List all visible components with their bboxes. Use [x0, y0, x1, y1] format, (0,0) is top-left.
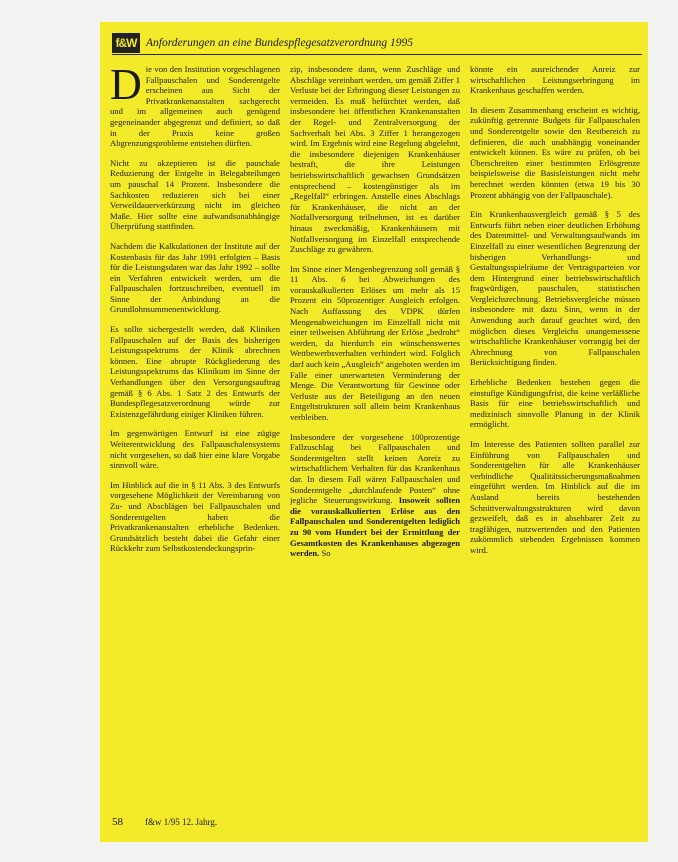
column-3	[470, 64, 640, 802]
paragraph: Ein Krankenhausvergleich gemäß § 5 des Entwurfs führt neben einer deutlichen Erhöhung des Datenmittel- und Verwaltungsaufwands im Einzelfall zu einer wesentlichen Begrenzung der bisherigen Verhandlungs- und Gestaltungsspielräume der Vertragsparteien vor dem Hintergrund einer betriebswirtschaftlich fragwürdigen, pauschalen, statistischen Vergleichsrechnung. Betriebsvergleiche müssen insbesondere mit dazu Sinn, wenn in der Anwendung auch darauf geachtet wird, den möglichen dieses Vergleichs unangemessene wirtschaftliche Krankenhäuser vorrangig bei der Abrechnung von Fallpauschalen Berücksichtigung finden.	[470, 209, 640, 368]
drop-cap: D	[110, 64, 142, 109]
journal-issue: f&w 1/95 12. Jahrg.	[145, 817, 218, 827]
page-footer	[112, 816, 217, 828]
paragraph: Im Sinne einer Mengenbegrenzung soll gemäß § 11 Abs. 6 bei Abweichungen des vorauskalkulierten Erlöses um mehr als 15 Prozent ein 50prozentiger Ausgleich erfolgen. Nach Auffassung des VDPK dürfen Mengenabweichungen im Einzelfall nicht mit einer teilweisen Abführung der Erlöse „bedroht“ werden, da hierdurch ein wünschenswertes Wettbewerbsverhalten verhindert wird. Folglich darf auch kein „Ausgleich“ angeboten werden im Falle einer unerwarteten Verminderung der Menge. Die Verantwortung für Gewinne oder Verluste aus der Beteiligung an den neuen Entgeltstrukturen soll allein beim Krankenhaus verbleiben.	[290, 263, 460, 422]
paragraph: zip, insbesondere dann, wenn Zuschläge und Abschläge vereinbart werden, um gemäß Ziffer 1 Verluste bei der Erbringung dieser Leistungen zu vermeiden. Es muß befürchtet werden, daß insbesondere bei öffentlichen Krankenanstalten der Regel- und Zentralversorgung der Sachverhalt bei Abs. 3 Ziffer 1 herangezogen wird. Im Ergebnis wird eine Regelung abgelehnt, die insbesondere diejenigen Krankenhäuser bestraft, die ihre Leistungen betriebswirtschaftlich gewachsen Grundsätzen entsprechend – kostengünstiger als im „Regelfall“ erbringen. Anstelle eines Abschlags für Krankenhäuser, die nicht an der Notfallversorgung teilnehmen, ist es darüber hinaus zweckmäßig, Krankenhäusern mit Notfallversorgung im Einzelfall entsprechende Zuschläge zu gewähren.	[290, 64, 460, 255]
paragraph: könnte ein ausreichender Anreiz zur wirtschaftlichen Leistungserbringung im Krankenhaus geschaffen werden.	[470, 64, 640, 96]
column-1	[110, 64, 280, 802]
paragraph: Erhebliche Bedenken bestehen gegen die einstufige Kündigungsfrist, die keine verläßliche Basis für eine betriebswirtschaftlich und medizinisch sinnvolle Planung in der Klinik ermöglicht.	[470, 377, 640, 430]
document-page	[100, 22, 648, 842]
paragraph: Im Interesse des Patienten sollten parallel zur Einführung von Fallpauschalen und Sonderentgelten für alle Krankenhäuser verbindliche Qualitätssicherungsmaßnahmen eingeführt werden. Im Hinblick auf die im Ausland bereits bestehenden Schnittverwaltungsstrukturen wird davon gezweifelt, daß es in absehbarer Zeit zu tragfähigen, nutzwertenden und den Patienten zukömmlich stehenden Ergebnissen kommen wird.	[470, 439, 640, 555]
bold-statement: Insoweit sollten die vorauskalkulierten Erlöse aus den Fallpauschalen und Sonderentgelten lediglich zu 90 vom Hundert bei der Ermittlung der Gesamtkosten des Krankenhauses abgezogen werden.	[290, 495, 460, 559]
page-header	[112, 32, 642, 55]
article-columns	[110, 64, 640, 802]
paragraph: Insbesondere der vorgesehene 100prozentige Fallzuschlag bei Fallpauschalen und Sonderentgelten stellt keinen Anreiz zu wirtschaftlichem Verhalten für das Krankenhaus dar. In diesem Fall wären Fallpauschalen und Sonderentgelte „durchlaufende Posten“ ohne jegliche Steuerungswirkung. Insoweit sollten die vorauskalkulierten Erlöse aus den Fallpauschalen und Sonderentgelten lediglich zu 90 vom Hundert bei der Ermittlung der Gesamtkosten des Krankenhauses abgezogen werden. So	[290, 431, 460, 559]
paragraph: Nicht zu akzeptieren ist die pauschale Reduzierung der Entgelte in Belegabteilungen um pauschal 14 Prozent. Insbesondere die Sachkosten reduzieren sich bei einer Verweildauerverkürzung nicht im gleichen Maße. Hier sollte eine aufwandsunabhängige Überprüfung stattfinden.	[110, 157, 280, 232]
journal-logo: f&W	[112, 33, 140, 53]
column-2	[290, 64, 460, 802]
header-title: Anforderungen an eine Bundespflegesatzverordnung 1995	[146, 37, 414, 49]
paragraph: Im Hinblick auf die in § 11 Abs. 3 des Entwurfs vorgesehene Möglichkeit der Vereinbarung von Zu- und Abschlägen bei Fallpauschalen und Sonderentgelten haben die Privatkrankenanstalten erhebliche Bedenken. Grundsätzlich besteht dabei die Gefahr einer Rückkehr zum Selbstkostendeckungsprin-	[110, 479, 280, 554]
paragraph: Es sollte sichergestellt werden, daß Kliniken Fallpauschalen auf der Basis des bisherigen Leistungsspektrums der Klinik abrechnen können. Eine abrupte Rückgliederung des Leistungsspektrums das Klinikum im Sinne der Verhandlungen über den Versorgungsauftrag gemäß § 6 Abs. 1 Satz 2 des Entwurfs der Bundespflegesatzverordnung würde zur Existenzgefährdung einiger Kliniken führen.	[110, 324, 280, 419]
paragraph: Im gegenwärtigen Entwurf ist eine zügige Weiterentwicklung des Fallpauschalensystems nicht vorgesehen, so daß hier eine klare Vorgabe sinnvoll wäre.	[110, 428, 280, 471]
paragraph: Nachdem die Kalkulationen der Institute auf der Kostenbasis für das Jahr 1991 erfolgten – Basis für die Leistungsdaten war das Jahr 1992 – sollte ein Verfahren entwickelt werden, um die Fallpauschalen fortzuschreiben, eventuell im Sinne der Anbindung an die Grundlohnsummenentwicklung.	[110, 240, 280, 315]
paragraph: Die von den Institution vorgeschlagenen Fallpauschalen und Sonderentgelte erscheinen aus Sicht der Privatkrankenanstalten sachgerecht und im allgemeinen auch genügend gegeneinander abgegrenzt und definiert, so daß in der Praxis keine großen Abgrenzungsprobleme entstehen dürften.	[110, 64, 280, 149]
page-number: 58	[112, 816, 123, 828]
paragraph: In diesem Zusammenhang erscheint es wichtig, zukünftig getrennte Budgets für Fallpauschalen und Sonderentgelte sowie den Restbereich zu definieren, die auch unabhängig voneinander entwickelt können. Es wäre zu prüfen, ob bei Überschreiten einer bestimmten Erlösgrenze beispielsweise die Basisleistungen nicht mehr berechnet werden könnten (etwa 19 bis 30 Prozent abhängig von der Fallpauschale).	[470, 104, 640, 200]
